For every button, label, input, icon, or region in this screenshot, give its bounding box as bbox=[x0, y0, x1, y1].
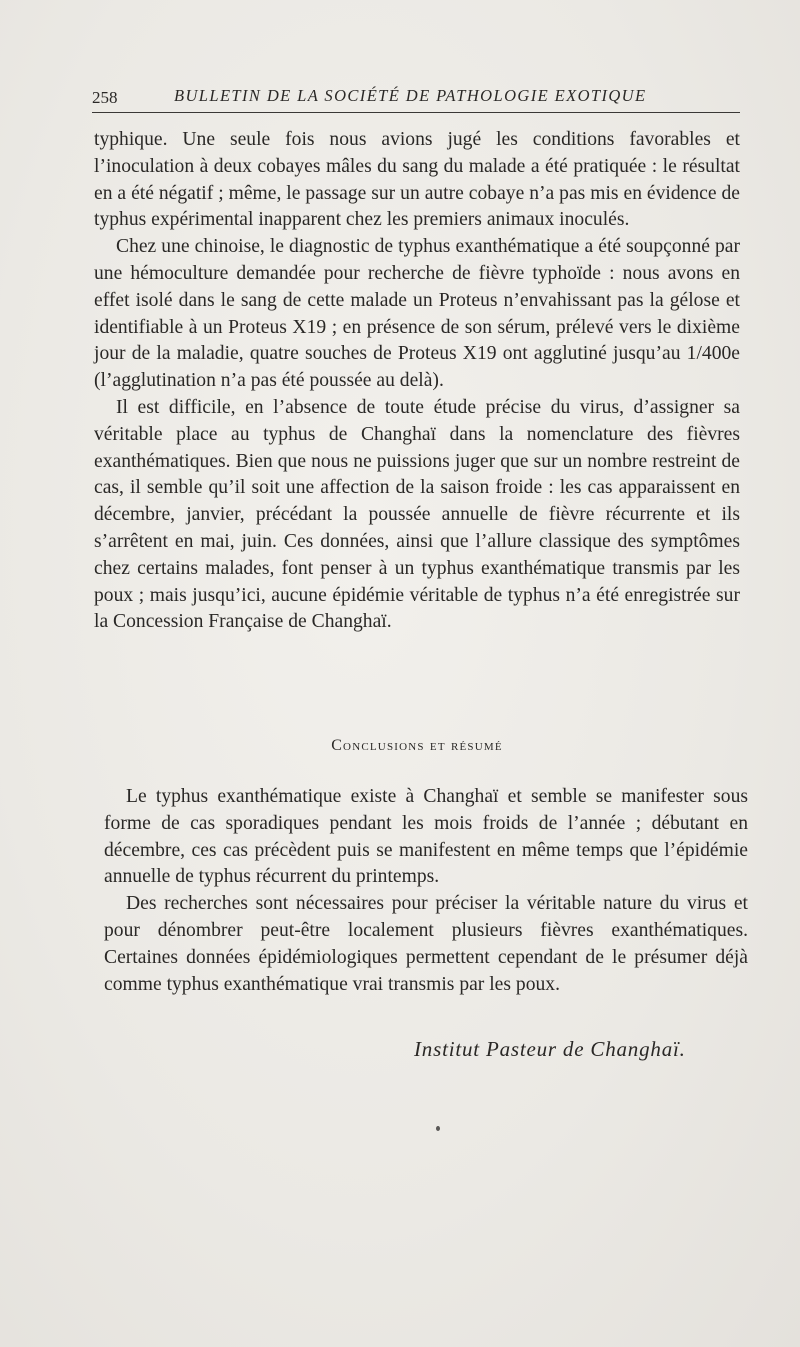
ink-speck bbox=[436, 1126, 440, 1131]
page-number: 258 bbox=[92, 88, 118, 107]
summary-paragraph: Des recherches sont nécessaires pour préciser la véritable nature du virus et pour dénombrer peut-être localement plusieurs fièvres exanthématiques. Certaines données épidémiologiques permettent cependant de le présumer déjà comme typhus exanthématique vrai transmis par les poux. bbox=[104, 893, 748, 995]
body-paragraph: Chez une chinoise, le diagnostic de typhus exanthématique a été soupçonné par une hémoculture demandée pour recherche de fièvre typhoïde : nous avons en effet isolé dans le sang de cette malade un Proteus n’envahissant pas la gélose et identifiable à un Proteus X19 ; en présence de son sérum, prélevé vers le dixième jour de la maladie, quatre souches de Proteus X19 ont agglutiné jusqu’au 1/400e (l’agglutination n’a pas été poussée au delà). bbox=[94, 236, 740, 392]
signature: Institut Pasteur de Changhaï. bbox=[414, 1037, 686, 1061]
body-text bbox=[94, 127, 740, 636]
summary-paragraph: Le typhus exanthématique existe à Changhaï et semble se manifester sous forme de cas sporadiques pendant les mois froids de l’année ; débutant en décembre, ces cas précèdent puis se manifestent en même temps que l’épidémie annuelle de typhus récurrent du printemps. bbox=[104, 786, 748, 888]
body-paragraph: Il est difficile, en l’absence de toute étude précise du virus, d’assigner sa véritable place au typhus de Changhaï dans la nomenclature des fièvres exanthématiques. Bien que nous ne puissions juger que sur un nombre restreint de cas, il semble qu’il soit une affection de la saison froide : les cas apparaissent en décembre, janvier, précédant la poussée annuelle de fièvre récurrente et ils s’arrêtent en mai, juin. Ces données, ainsi que l’allure classique des symptômes chez certains malades, font penser à un typhus exanthématique transmis par les poux ; mais jusqu’ici, aucune épidémie véritable de typhus n’a été enregistrée sur la Concession Française de Changhaï. bbox=[94, 396, 740, 633]
page-header bbox=[92, 86, 742, 112]
header-rule bbox=[92, 112, 740, 113]
running-head: BULLETIN DE LA SOCIÉTÉ DE PATHOLOGIE EXOTIQUE bbox=[174, 86, 647, 105]
body-paragraph: typhique. Une seule fois nous avions jugé les conditions favorables et l’inoculation à deux cobayes mâles du sang du malade a été pratiquée : le résultat en a été négatif ; même, le passage sur un autre cobaye n’a pas mis en évidence de typhus expérimental inapparent chez les premiers animaux inoculés. bbox=[94, 129, 740, 231]
summary-text bbox=[104, 784, 748, 998]
section-heading: Conclusions et résumé bbox=[331, 737, 503, 754]
